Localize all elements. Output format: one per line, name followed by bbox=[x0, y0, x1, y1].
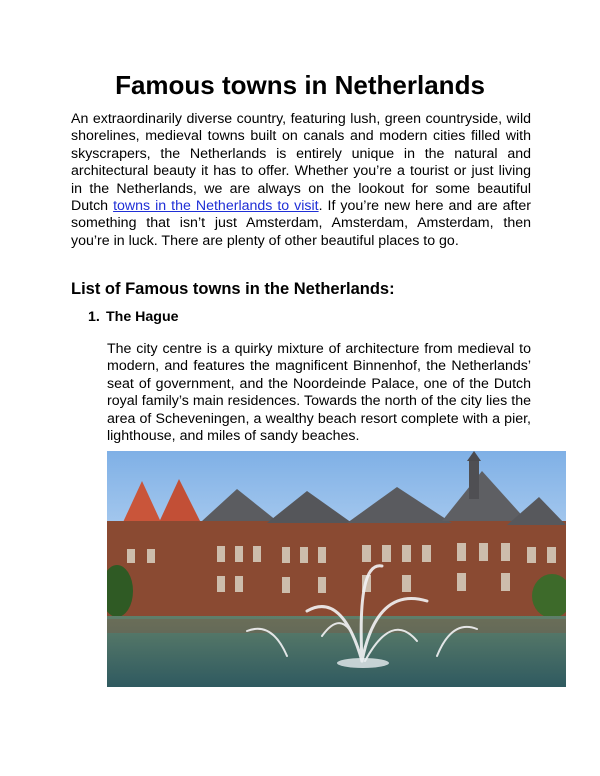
photo-tower bbox=[469, 459, 479, 499]
list-item-name: The Hague bbox=[106, 309, 179, 325]
intro-text-after-link: . If you’re new here and are after something that isn’t just Amsterdam, Amsterdam, Amsterdam, then you’re in luck. There are plenty of other beautiful places to go. bbox=[71, 198, 531, 249]
intro-text-before-link: An extraordinarily diverse country, featuring lush, green countryside, wild shorelines, medieval towns built on canals and modern cities filled with skyscrapers, the Netherlands is entirely unique in the natural and architectural beauty it has to offer. Whether you’re a tourist or just living in the Netherlands, we are always on the lookout for some beautiful Dutch bbox=[71, 111, 531, 215]
list-item-number: 1. bbox=[88, 309, 100, 325]
photo-reflection bbox=[107, 619, 566, 633]
list-item-title bbox=[88, 309, 528, 326]
intro-paragraph bbox=[71, 111, 531, 250]
binnenhof-photo bbox=[107, 451, 566, 687]
photo-fountain-splash bbox=[337, 658, 389, 668]
photo-brick-building bbox=[107, 521, 566, 621]
list-item-description: The city centre is a quirky mixture of architecture from medieval to modern, and features the magnificent Binnenhof, the Netherlands’ seat of government, and the Noordeinde Palace, one of the Dutch royal family’s main residences. Towards the north of the city lies the area of Scheveningen, a wealthy beach resort complete with a pier, lighthouse, and miles of sandy beaches. bbox=[107, 341, 531, 445]
list-heading: List of Famous towns in the Netherlands: bbox=[71, 280, 395, 298]
page-title: Famous towns in Netherlands bbox=[115, 70, 485, 100]
towns-to-visit-link[interactable]: towns in the Netherlands to visit bbox=[113, 198, 319, 215]
